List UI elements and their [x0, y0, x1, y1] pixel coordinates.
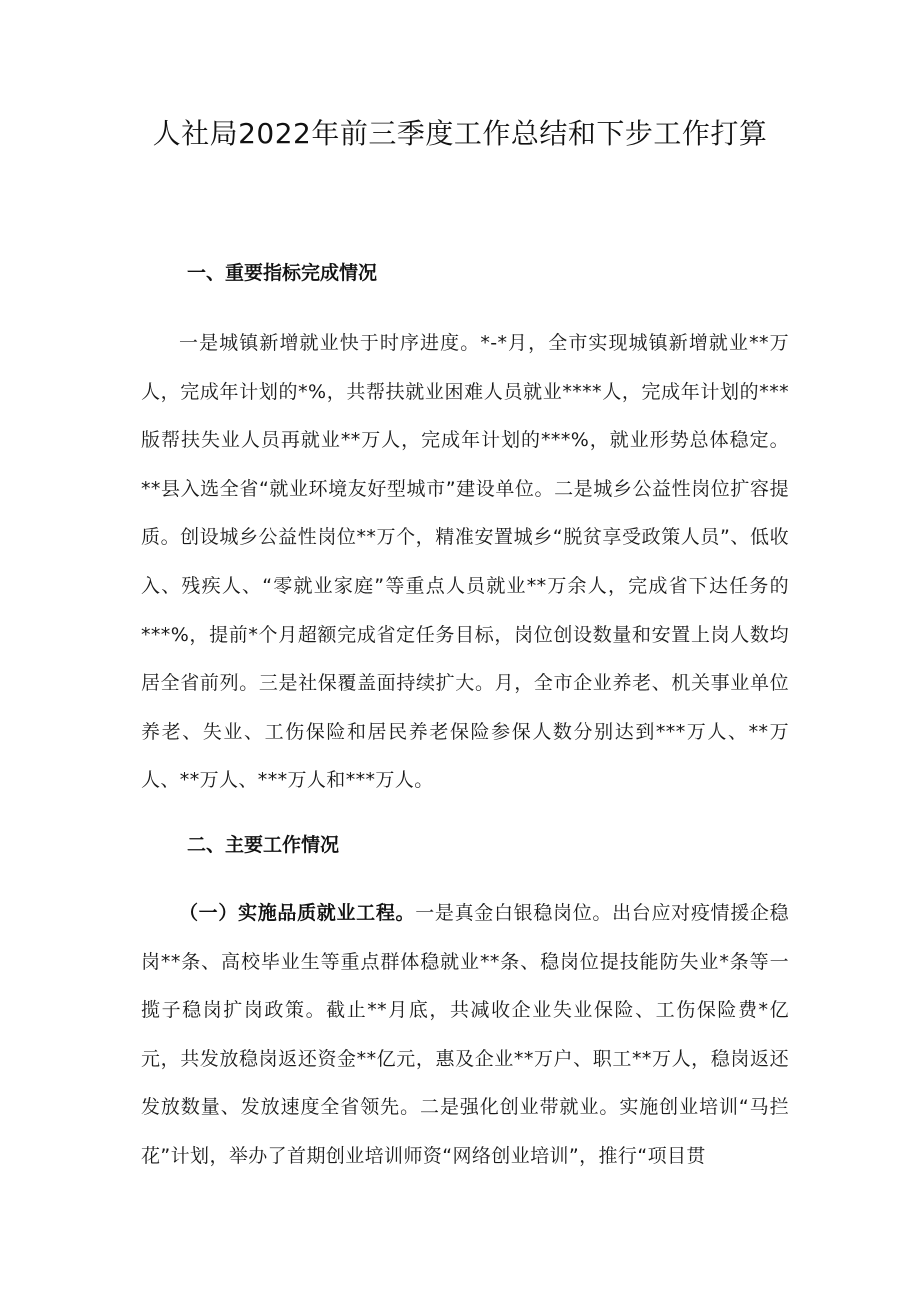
section-heading-indicators: 一、重要指标完成情况 — [187, 262, 378, 284]
paragraph-indicators: 一是城镇新增就业快于时序进度。*-*月，全市实现城镇新增就业**万人，完成年计划的*%，共帮扶就业困难人员就业****人，完成年计划的***版帮扶失业人员再就业**万人，完成年计划的***%，就业形势总体稳定。**县入选全省“就业环境友好型城市”建设单位。二是城乡公益性岗位扩容提质。创设城乡公益性岗位**万个，精准安置城乡“脱贫享受政策人员”、低收入、残疾人、“零就业家庭”等重点人员就业**万余人，完成省下达任务的***%，提前*个月超额完成省定任务目标，岗位创设数量和安置上岗人数均居全省前列。三是社保覆盖面持续扩大。月，全市企业养老、机关事业单位养老、失业、工伤保险和居民养老保险参保人数分别达到***万人、**万人、**万人、***万人和***万人。 — [141, 332, 789, 792]
subsection-lead: （一）实施品质就业工程。 — [179, 902, 416, 924]
section-heading-main-work: 二、主要工作情况 — [187, 834, 340, 856]
document-title: 人社局2022年前三季度工作总结和下步工作打算 — [152, 117, 768, 150]
paragraph-main-work-text: 一是真金白银稳岗位。出台应对疫情援企稳岗**条、高校毕业生等重点群体稳就业**条、稳岗位提技能防失业*条等一揽子稳岗扩岗政策。截止**月底，共减收企业失业保险、工伤保险费*亿元，共发放稳岗返还资金**亿元，惠及企业**万户、职工**万人，稳岗返还发放数量、发放速度全省领先。二是强化创业带就业。实施创业培训“马拦花”计划，举办了首期创业培训师资“网络创业培训”，推行“项目贯 — [141, 902, 789, 1167]
paragraph-main-work — [141, 889, 789, 1181]
